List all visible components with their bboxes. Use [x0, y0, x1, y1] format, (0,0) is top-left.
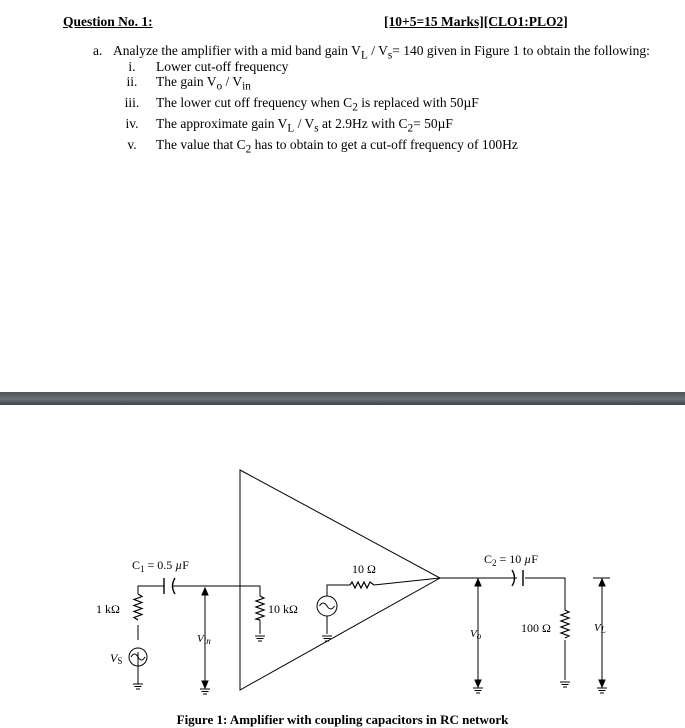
ground-icon [560, 682, 570, 687]
c2-label: $C_2 = 10$ µF [484, 552, 538, 568]
sub-question [108, 137, 518, 158]
input-resistor-label: 10 kΩ [268, 602, 298, 616]
load-resistor-zigzag [561, 610, 569, 638]
source-resistor-zigzag [134, 594, 142, 620]
marks-allocation: [10+5=15 Marks][CLO1:PLO2] [384, 14, 568, 29]
ground-icon [133, 684, 143, 689]
page-divider-band [0, 392, 685, 405]
input-resistor-zigzag [256, 596, 264, 620]
sub-question-number: i. [128, 59, 136, 74]
sub-question-text: The lower cut off frequency when $C_2$ is replaced with 50µF [156, 95, 479, 114]
amplifier-circuit-diagram [0, 405, 685, 710]
sub-question-text: Lower cut-off frequency [156, 59, 289, 74]
load-resistor-label: 100 Ω [521, 621, 551, 635]
sub-question [108, 95, 518, 116]
part-a-label: a. [93, 43, 103, 58]
output-resistor-zigzag [350, 582, 374, 588]
vin-label: Vin [197, 633, 211, 646]
ground-icon [255, 636, 265, 641]
sub-question [108, 74, 518, 95]
sub-question-text: The approximate gain $V_L / V_s$ at 2.9Hz with $C_2= 50\mu F$ [156, 116, 453, 135]
sub-question [108, 59, 518, 74]
input-wires [138, 586, 240, 672]
sub-question-list [108, 59, 518, 158]
sub-question-number: iv. [125, 116, 139, 132]
vs-label: VS [110, 651, 123, 666]
vo-label: Vo [470, 628, 482, 641]
sub-question-text: The gain $V_o / V_{in}$ [156, 74, 251, 93]
amplifier-triangle [240, 470, 440, 690]
vl-label: VL [594, 622, 606, 635]
ground-icon [322, 636, 332, 641]
question-number: Question No. 1: [63, 14, 153, 29]
source-resistor-label: 1 kΩ [96, 602, 120, 616]
figure-caption: Figure 1: Amplifier with coupling capacitors in RC network [176, 712, 509, 727]
sub-question-number: ii. [126, 74, 138, 90]
sub-question-number: iii. [124, 95, 140, 111]
sub-question-text: The value that $C_2$ has to obtain to get a cut-off frequency of 100Hz [156, 137, 518, 156]
c1-label: $C_1 = 0.5$ µF [132, 558, 189, 574]
input-resistor-wires [240, 586, 260, 634]
sub-question [108, 116, 518, 137]
part-a-text: Analyze the amplifier with a mid band gain $V_L / V_s= 140$ given in Figure 1 to obtain the following: [113, 43, 650, 62]
sub-question-number: v. [127, 137, 137, 153]
output-resistor-label: 10 Ω [352, 562, 376, 576]
output-resistor-wires [327, 578, 440, 634]
vl-arrow [593, 578, 610, 693]
